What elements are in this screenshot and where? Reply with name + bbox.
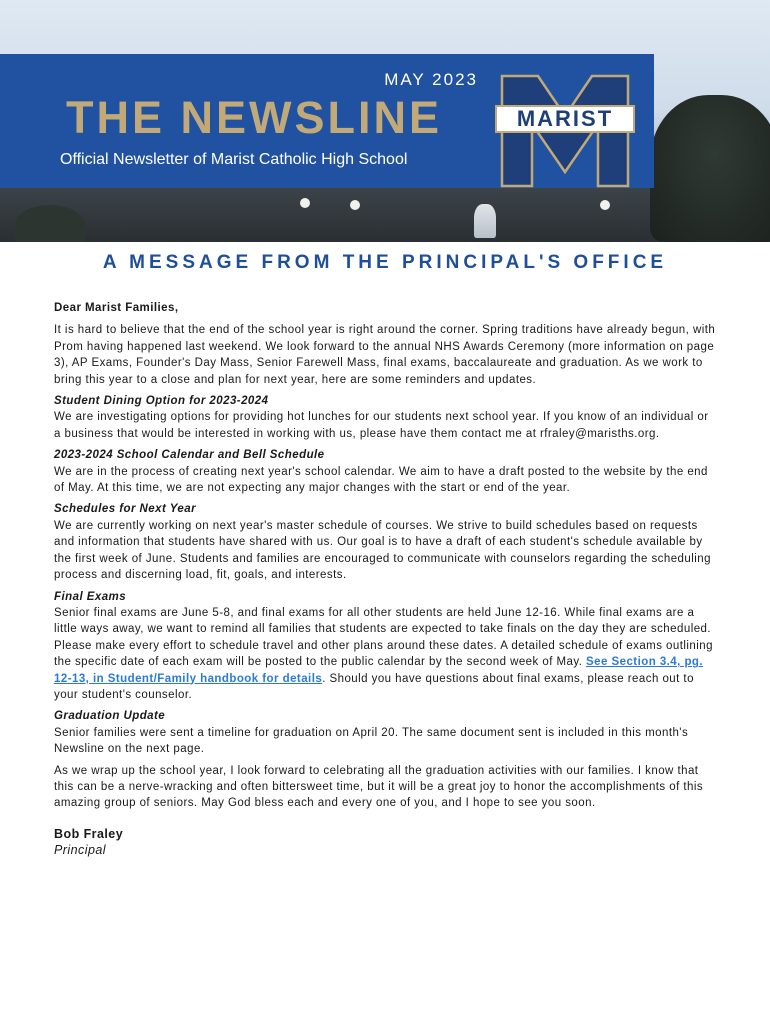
section-schedules: [54, 501, 716, 583]
section-body: Senior final exams are June 5-8, and final exams for all other students are held June 12-16. While final exams are a little ways away, we want to remind all families that students are expected to take finals on the day they are scheduled. Please make every effort to schedule travel and other plans around these dates. A detailed schedule of exams outlining the specific date of each exam will be posted to the public calendar by the second week of May.: [54, 606, 713, 669]
logo-text: MARIST: [516, 106, 614, 131]
letter-body: [54, 300, 716, 859]
section-calendar: [54, 447, 716, 496]
section-body: We are investigating options for providing hot lunches for our students next school year. If you know of an individual or a business that would be interested in working with us, please have them contact me at rfraley@marisths.org.: [54, 411, 709, 440]
page-heading: A MESSAGE FROM THE PRINCIPAL'S OFFICE: [102, 252, 668, 273]
signature-name: Bob Fraley: [54, 826, 124, 841]
newsletter-subtitle: Official Newsletter of Marist Catholic High School: [60, 151, 408, 168]
section-title: 2023-2024 School Calendar and Bell Schedule: [54, 449, 325, 462]
section-graduation: [54, 708, 716, 757]
tree: [650, 95, 770, 242]
lamp-icon: [350, 200, 360, 210]
section-body: Senior families were sent a timeline for graduation on April 20. The same document sent is included in this month's Newsline on the next page.: [54, 726, 689, 756]
greeting: Dear Marist Families,: [54, 302, 179, 314]
section-title: Graduation Update: [54, 710, 166, 723]
lamp-icon: [300, 198, 310, 208]
fountain: [474, 204, 496, 238]
intro-paragraph: It is hard to believe that the end of the school year is right around the corner. Spring traditions have already begun, with Prom having happened last weekend. We look forward to the annual NHS Awards Ceremony (more information on page 3), AP Exams, Founder's Day Mass, Senior Farewell Mass, final exams, baccalaureate and graduation. As we work to bring this year to a close and plan for next year, here are some reminders and updates.: [54, 324, 716, 386]
section-body: We are currently working on next year's master schedule of courses. We strive to build schedules based on requests and information that students have shared with us. Our goal is to have a draft of each student's schedule available by the first week of June. Students and families are encouraged to communicate with counselors regarding the scheduling process and discerning load, fit, goals, and interests.: [54, 519, 711, 582]
section-title: Schedules for Next Year: [54, 503, 197, 516]
issue-date: MAY 2023: [384, 70, 478, 89]
signature-role: Principal: [54, 843, 106, 858]
tree: [15, 205, 85, 242]
lamp-icon: [600, 200, 610, 210]
handbook-link[interactable]: See Section 3.4, pg. 12-13, in Student/Family handbook for details: [54, 656, 704, 685]
closing-paragraph: As we wrap up the school year, I look forward to celebrating all the graduation activities with our families. I know that this can be a nerve-wracking and often bittersweet time, but it will be a great joy to honor the accomplishments of this amazing group of seniors. May God bless each and every one of you, and I hope to see you soon.: [54, 764, 704, 810]
section-title: Final Exams: [54, 590, 127, 603]
section-body-continued: . Should you have questions about final exams, please reach out to your student's counselor.: [54, 672, 694, 701]
section-body: We are in the process of creating next year's school calendar. We aim to have a draft posted to the website by the end of May. At this time, we are not expecting any major changes with the start or end of the year.: [54, 465, 708, 495]
newsletter-title: THE NEWSLINE: [66, 92, 443, 143]
marist-logo: [494, 72, 636, 190]
section-title: Student Dining Option for 2023-2024: [54, 395, 269, 408]
section-final-exams: [54, 589, 716, 704]
section-dining: [54, 393, 716, 442]
